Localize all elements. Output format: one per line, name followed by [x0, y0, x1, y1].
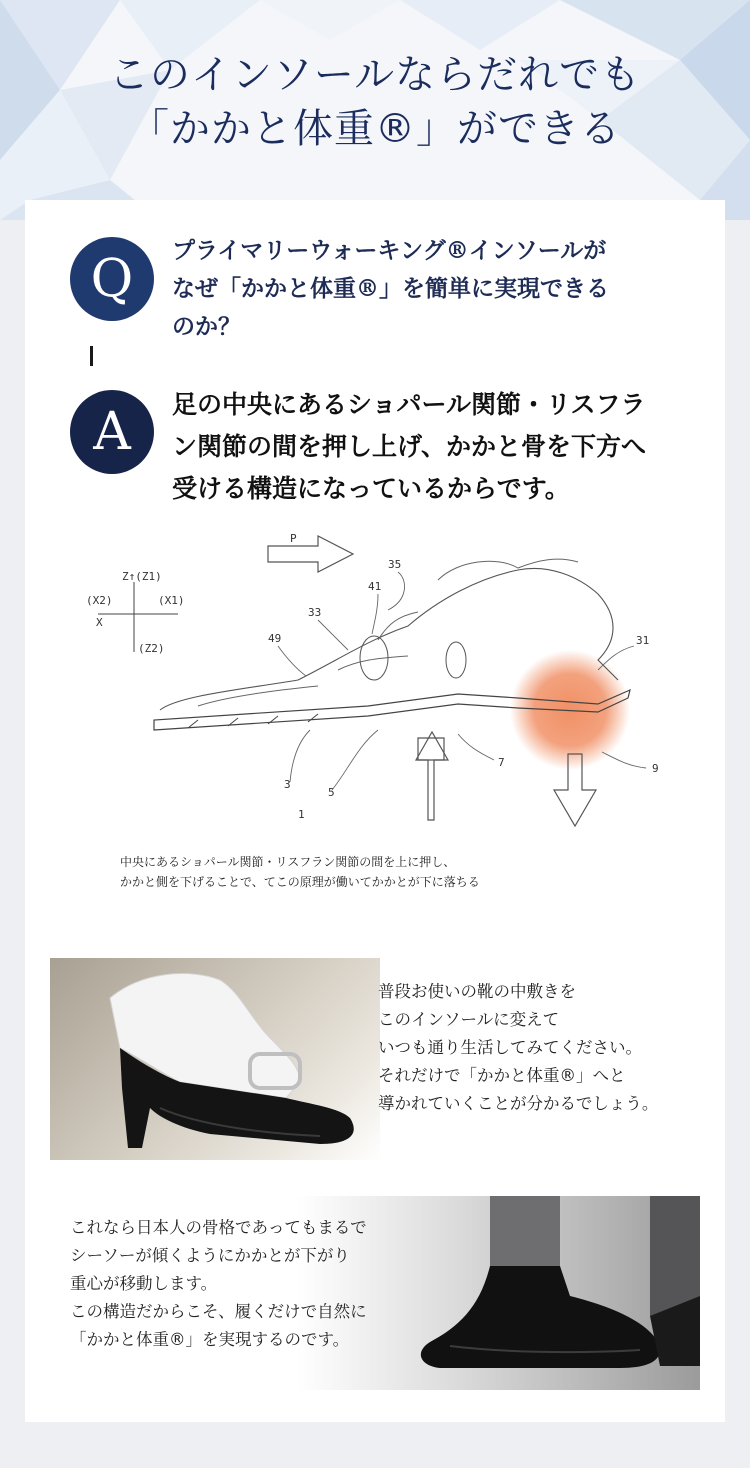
label-z1: Z↑(Z1)	[122, 570, 162, 583]
a-badge: A	[70, 390, 154, 474]
section2-text	[70, 1214, 450, 1354]
label-z2: (Z2)	[138, 642, 165, 655]
answer-text	[172, 384, 692, 510]
headline-line-1: このインソールならだれでも	[108, 52, 642, 98]
label-49: 49	[268, 632, 282, 645]
answer-line: 足の中央にあるショパール関節・リスフラ	[172, 390, 646, 419]
question-text	[172, 232, 692, 346]
section2-line: この構造だからこそ、履くだけで自然に	[70, 1302, 367, 1321]
foot-skeleton-diagram	[78, 520, 678, 840]
headline-line-2: 「かかと体重®」ができる	[129, 106, 621, 152]
section1-text	[378, 978, 718, 1118]
section1-line: 普段お使いの靴の中敷きを	[378, 982, 576, 1001]
qa-connector	[90, 346, 93, 366]
headline	[0, 48, 750, 156]
section1-line: このインソールに変えて	[378, 1010, 560, 1029]
insole-diagram	[78, 520, 678, 840]
arrow-up	[416, 732, 448, 760]
question-line: プライマリーウォーキング®インソールが	[172, 237, 607, 264]
answer-line: ン関節の間を押し上げ、かかと骨を下方へ	[172, 432, 647, 461]
pump-shoe-image	[50, 958, 380, 1160]
answer-line: 受ける構造になっているからです。	[172, 474, 570, 503]
section2-line: 「かかと体重®」を実現するのです。	[70, 1330, 350, 1349]
label-3: 3	[284, 778, 291, 791]
section2-line: これなら日本人の骨格であってもまるで	[70, 1218, 367, 1237]
caption-line: 中央にあるショパール関節・リスフラン関節の間を上に押し、	[120, 855, 456, 869]
label-x2: (X2)	[86, 594, 113, 607]
section1-line: いつも通り生活してみてください。	[378, 1038, 642, 1057]
label-33: 33	[308, 606, 322, 619]
section1-line: それだけで「かかと体重®」へと	[378, 1066, 626, 1085]
label-7: 7	[498, 756, 505, 769]
label-p: P	[290, 532, 297, 545]
question-line: のか？	[172, 313, 241, 340]
label-x: X	[96, 616, 103, 629]
caption-line: かかと側を下げることで、てこの原理が働いてかかとが下に落ちる	[120, 875, 480, 889]
label-35: 35	[388, 558, 402, 571]
section2-line: シーソーが傾くようにかかとが下がり	[70, 1246, 350, 1265]
label-1: 1	[298, 808, 305, 821]
label-9: 9	[652, 762, 659, 775]
q-badge: Q	[70, 237, 154, 321]
label-x1: (X1)	[158, 594, 185, 607]
question-line: なぜ「かかと体重®」を簡単に実現できる	[172, 275, 609, 302]
pump-shoe-photo	[50, 958, 380, 1160]
arrow-p	[268, 536, 353, 572]
label-5: 5	[328, 786, 335, 799]
section1-line: 導かれていくことが分かるでしょう。	[378, 1094, 659, 1113]
diagram-caption	[120, 852, 640, 892]
label-31: 31	[636, 634, 650, 647]
section2-line: 重心が移動します。	[70, 1274, 218, 1293]
label-41: 41	[368, 580, 382, 593]
